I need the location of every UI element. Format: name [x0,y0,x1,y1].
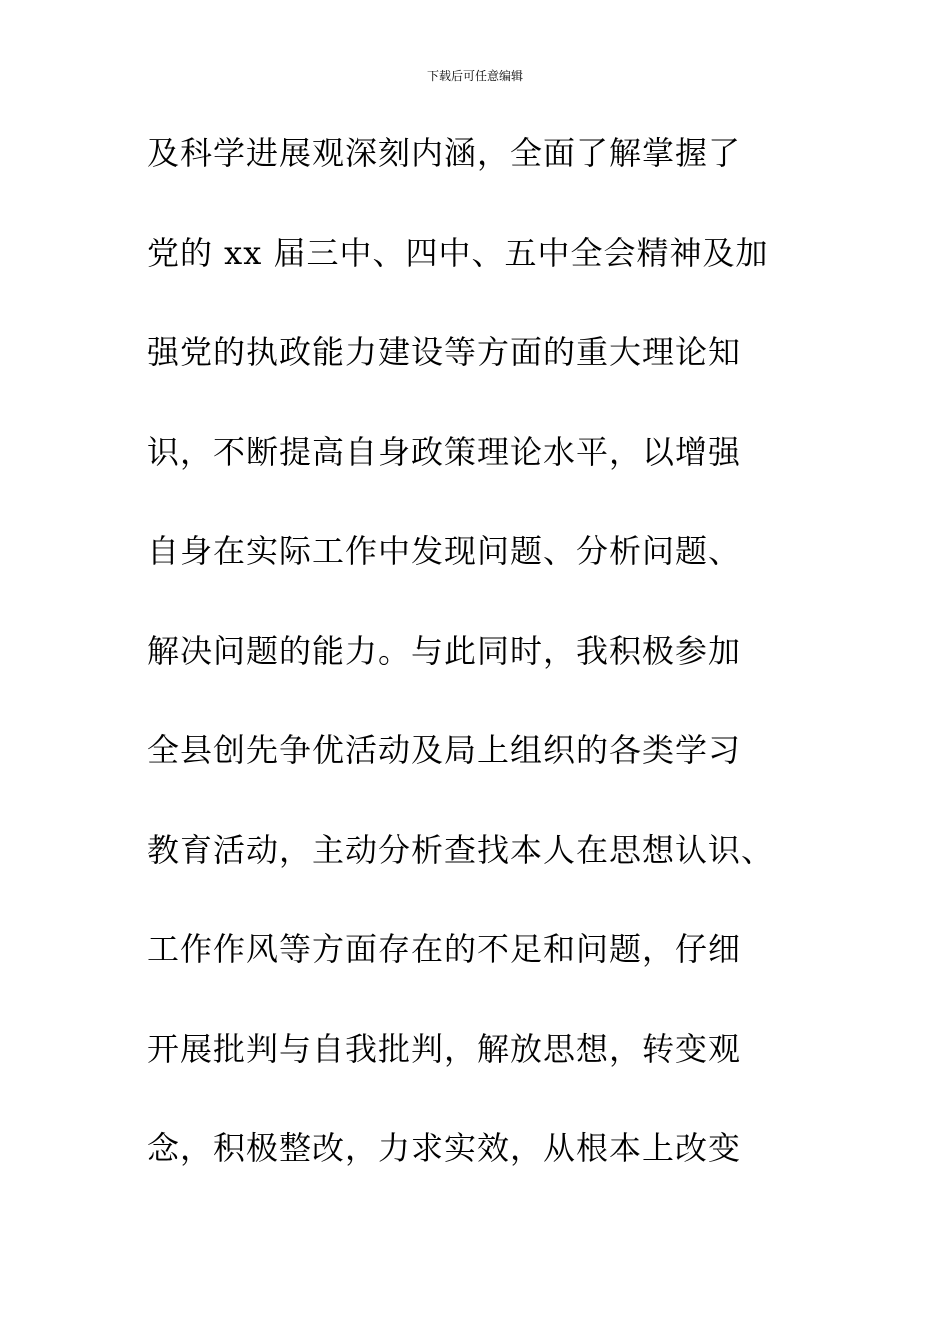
body-text [147,120,847,1215]
text-line: 党的 xx 届三中、四中、五中全会精神及加 [147,233,769,272]
text-line: 工作作风等方面存在的不足和问题，仔细 [147,930,742,968]
text-line: 全县创先争优活动及局上组织的各类学习 [147,731,742,769]
text-line: 自身在实际工作中发现问题、分析问题、 [147,532,742,570]
text-line: 强党的执政能力建设等方面的重大理论知 [147,333,742,371]
header-note: 下载后可任意编辑 [426,69,523,83]
text-line: 开展批判与自我批判，解放思想，转变观 [147,1029,742,1068]
text-line: 念，积极整改，力求实效，从根本上改变 [147,1129,742,1167]
text-line: 教育活动，主动分析查找本人在思想认识、 [147,830,775,869]
text-line: 解决问题的能力。与此同时，我积极参加 [147,631,742,670]
text-line: 识，不断提高自身政策理论水平，以增强 [147,432,742,471]
text-line: 及科学进展观深刻内涵，全面了解掌握了 [147,134,742,172]
